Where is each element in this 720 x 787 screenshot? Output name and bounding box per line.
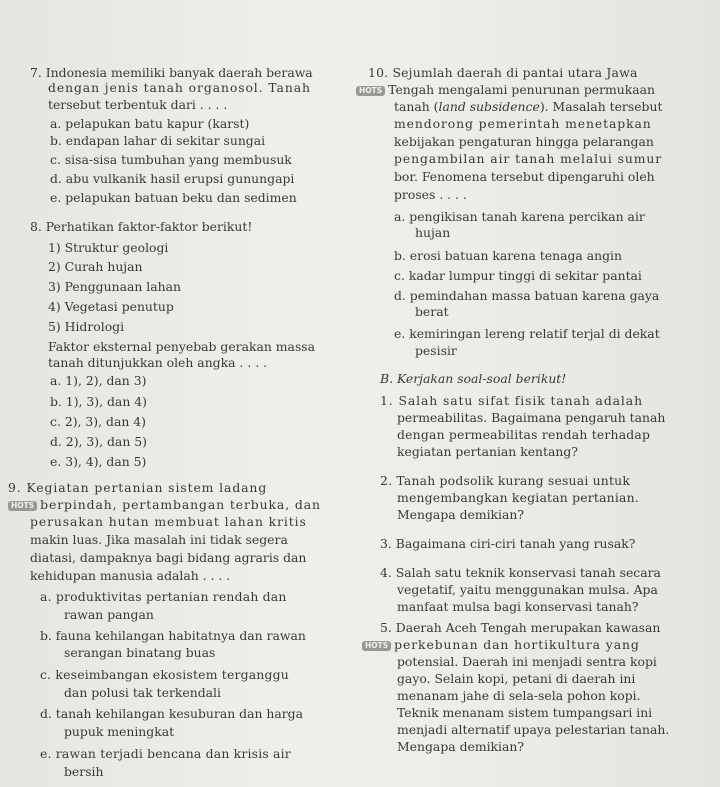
- essay-5-line: Mengapa demikian?: [397, 739, 525, 754]
- essay-1-line: 1. Salah satu sifat fisik tanah adalah: [380, 393, 643, 408]
- q9-option-a: a. produktivitas pertanian rendah dan: [40, 589, 287, 604]
- q9-stem-line: perusakan hutan membuat lahan kritis: [30, 514, 307, 529]
- q10-option-e-cont: pesisir: [415, 343, 457, 358]
- q7-option-a: a. pelapukan batu kapur (karst): [50, 116, 250, 131]
- q9-option-e: e. rawan terjadi bencana dan krisis air: [40, 746, 291, 761]
- essay-3-line: 3. Bagaimana ciri-ciri tanah yang rusak?: [380, 536, 636, 551]
- hots-badge: HOTS: [362, 641, 391, 651]
- essay-5-line: potensial. Daerah ini menjadi sentra kopi: [397, 654, 657, 669]
- q8-question-line: Faktor eksternal penyebab gerakan massa: [48, 339, 316, 354]
- q9-option-b: b. fauna kehilangan habitatnya dan rawan: [40, 628, 306, 643]
- q9-stem-line: kehidupan manusia adalah . . . .: [30, 568, 231, 583]
- q9-stem-line: diatasi, dampaknya bagi bidang agraris dan: [30, 550, 307, 565]
- essay-5-line: 5. Daerah Aceh Tengah merupakan kawasan: [380, 620, 661, 635]
- q8-option-a: a. 1), 2), dan 3): [50, 373, 147, 388]
- essay-4-line: 4. Salah satu teknik konservasi tanah secara: [380, 565, 661, 580]
- q7-option-b: b. endapan lahar di sekitar sungai: [50, 133, 266, 148]
- q10-stem-line: pengambilan air tanah melalui sumur: [394, 151, 663, 166]
- essay-5-line: gayo. Selain kopi, petani di daerah ini: [397, 671, 636, 686]
- q10-number: 10.: [368, 65, 389, 80]
- q10-option-d: d. pemindahan massa batuan karena gaya: [394, 288, 660, 303]
- q10-option-e: e. kemiringan lereng relatif terjal di dekat: [394, 326, 660, 341]
- q10-option-b: b. erosi batuan karena tenaga angin: [394, 248, 623, 263]
- essay-1-line: kegiatan pertanian kentang?: [397, 444, 578, 459]
- q10-text: tanah (: [394, 99, 439, 114]
- hots-badge: HOTS: [356, 86, 385, 96]
- q9-stem-line: [8, 497, 321, 512]
- essay-5-line: Teknik menanam sistem tumpangsari ini: [397, 705, 653, 720]
- essay-1-line: dengan permeabilitas rendah terhadap: [397, 427, 651, 442]
- q10-option-d-cont: berat: [415, 304, 449, 319]
- q8-option-e: e. 3), 4), dan 5): [50, 454, 147, 469]
- essay-1-line: permeabilitas. Bagaimana pengaruh tanah: [397, 410, 666, 425]
- q9-option-d-cont: pupuk meningkat: [64, 724, 175, 739]
- essay-5-line: [362, 637, 640, 652]
- essay-2-line: mengembangkan kegiatan pertanian.: [397, 490, 639, 505]
- q9-option-c-cont: dan polusi tak terkendali: [64, 685, 221, 700]
- q9-stem-line: makin luas. Jika masalah ini tidak segera: [30, 532, 288, 547]
- q10-option-a: a. pengikisan tanah karena percikan air: [394, 209, 645, 224]
- q8-factor-2: 2) Curah hujan: [48, 259, 143, 274]
- q10-stem-text: Sejumlah daerah di pantai utara Jawa: [392, 65, 638, 80]
- q7-stem-line: tersebut terbentuk dari . . . .: [48, 97, 228, 112]
- q8-factor-3: 3) Penggunaan lahan: [48, 279, 181, 294]
- q9-option-b-cont: serangan binatang buas: [64, 645, 216, 660]
- q8-factor-5: 5) Hidrologi: [48, 319, 125, 334]
- q9-stem-line: 9. Kegiatan pertanian sistem ladang: [8, 480, 268, 495]
- essay-2-line: 2. Tanah podsolik kurang sesuai untuk: [380, 473, 631, 488]
- q7-stem-line: dengan jenis tanah organosol. Tanah: [48, 80, 311, 95]
- essay-4-line: manfaat mulsa bagi konservasi tanah?: [397, 599, 639, 614]
- q8-option-c: c. 2), 3), dan 4): [50, 414, 146, 429]
- q10-option-c: c. kadar lumpur tinggi di sekitar pantai: [394, 268, 642, 283]
- q8-option-b: b. 1), 3), dan 4): [50, 394, 147, 409]
- essay-4-line: vegetatif, yaitu menggunakan mulsa. Apa: [397, 582, 658, 597]
- q10-stem-line: proses . . . .: [394, 187, 467, 202]
- q8-question-line: tanah ditunjukkan oleh angka . . . .: [48, 355, 268, 370]
- q10-text: ). Masalah tersebut: [539, 99, 663, 114]
- essay-5-line: menjadi alternatif upaya pelestarian tanah.: [397, 722, 670, 737]
- q8-factor-1: 1) Struktur geologi: [48, 240, 169, 255]
- q9-option-d: d. tanah kehilangan kesuburan dan harga: [40, 706, 303, 721]
- q10-stem-line: mendorong pemerintah menetapkan: [394, 116, 652, 131]
- q10-stem-line: [356, 82, 655, 97]
- q10-stem-text: Tengah mengalami penurunan permukaan: [388, 82, 655, 97]
- q10-stem-line: [394, 99, 662, 114]
- q10-stem-line: [368, 65, 638, 80]
- q10-stem-line: bor. Fenomena tersebut dipengaruhi oleh: [394, 169, 655, 184]
- q9-option-a-cont: rawan pangan: [64, 607, 154, 622]
- q10-stem-line: kebijakan pengaturan hingga pelarangan: [394, 134, 654, 149]
- q7-option-e: e. pelapukan batuan beku dan sedimen: [50, 190, 297, 205]
- section-b-title: B. Kerjakan soal-soal berikut!: [380, 371, 567, 386]
- q8-factor-4: 4) Vegetasi penutup: [48, 299, 174, 314]
- q7-stem-line: 7. Indonesia memiliki banyak daerah berawa: [30, 65, 313, 80]
- q7-option-d: d. abu vulkanik hasil erupsi gunungapi: [50, 171, 295, 186]
- q8-option-d: d. 2), 3), dan 5): [50, 434, 147, 449]
- q9-option-c: c. keseimbangan ekosistem terganggu: [40, 667, 289, 682]
- q10-option-a-cont: hujan: [415, 225, 451, 240]
- q9-stem-text: berpindah, pertambangan terbuka, dan: [40, 497, 321, 512]
- essay-5-line: menanam jahe di sela-sela pohon kopi.: [397, 688, 641, 703]
- q8-stem: 8. Perhatikan faktor-faktor berikut!: [30, 219, 253, 234]
- q7-option-c: c. sisa-sisa tumbuhan yang membusuk: [50, 152, 292, 167]
- essay-2-line: Mengapa demikian?: [397, 507, 525, 522]
- q10-italic-term: land subsidence: [438, 99, 540, 114]
- hots-badge: HOTS: [8, 501, 37, 511]
- essay-5-text: perkebunan dan hortikultura yang: [394, 637, 640, 652]
- q9-option-e-cont: bersih: [64, 764, 104, 779]
